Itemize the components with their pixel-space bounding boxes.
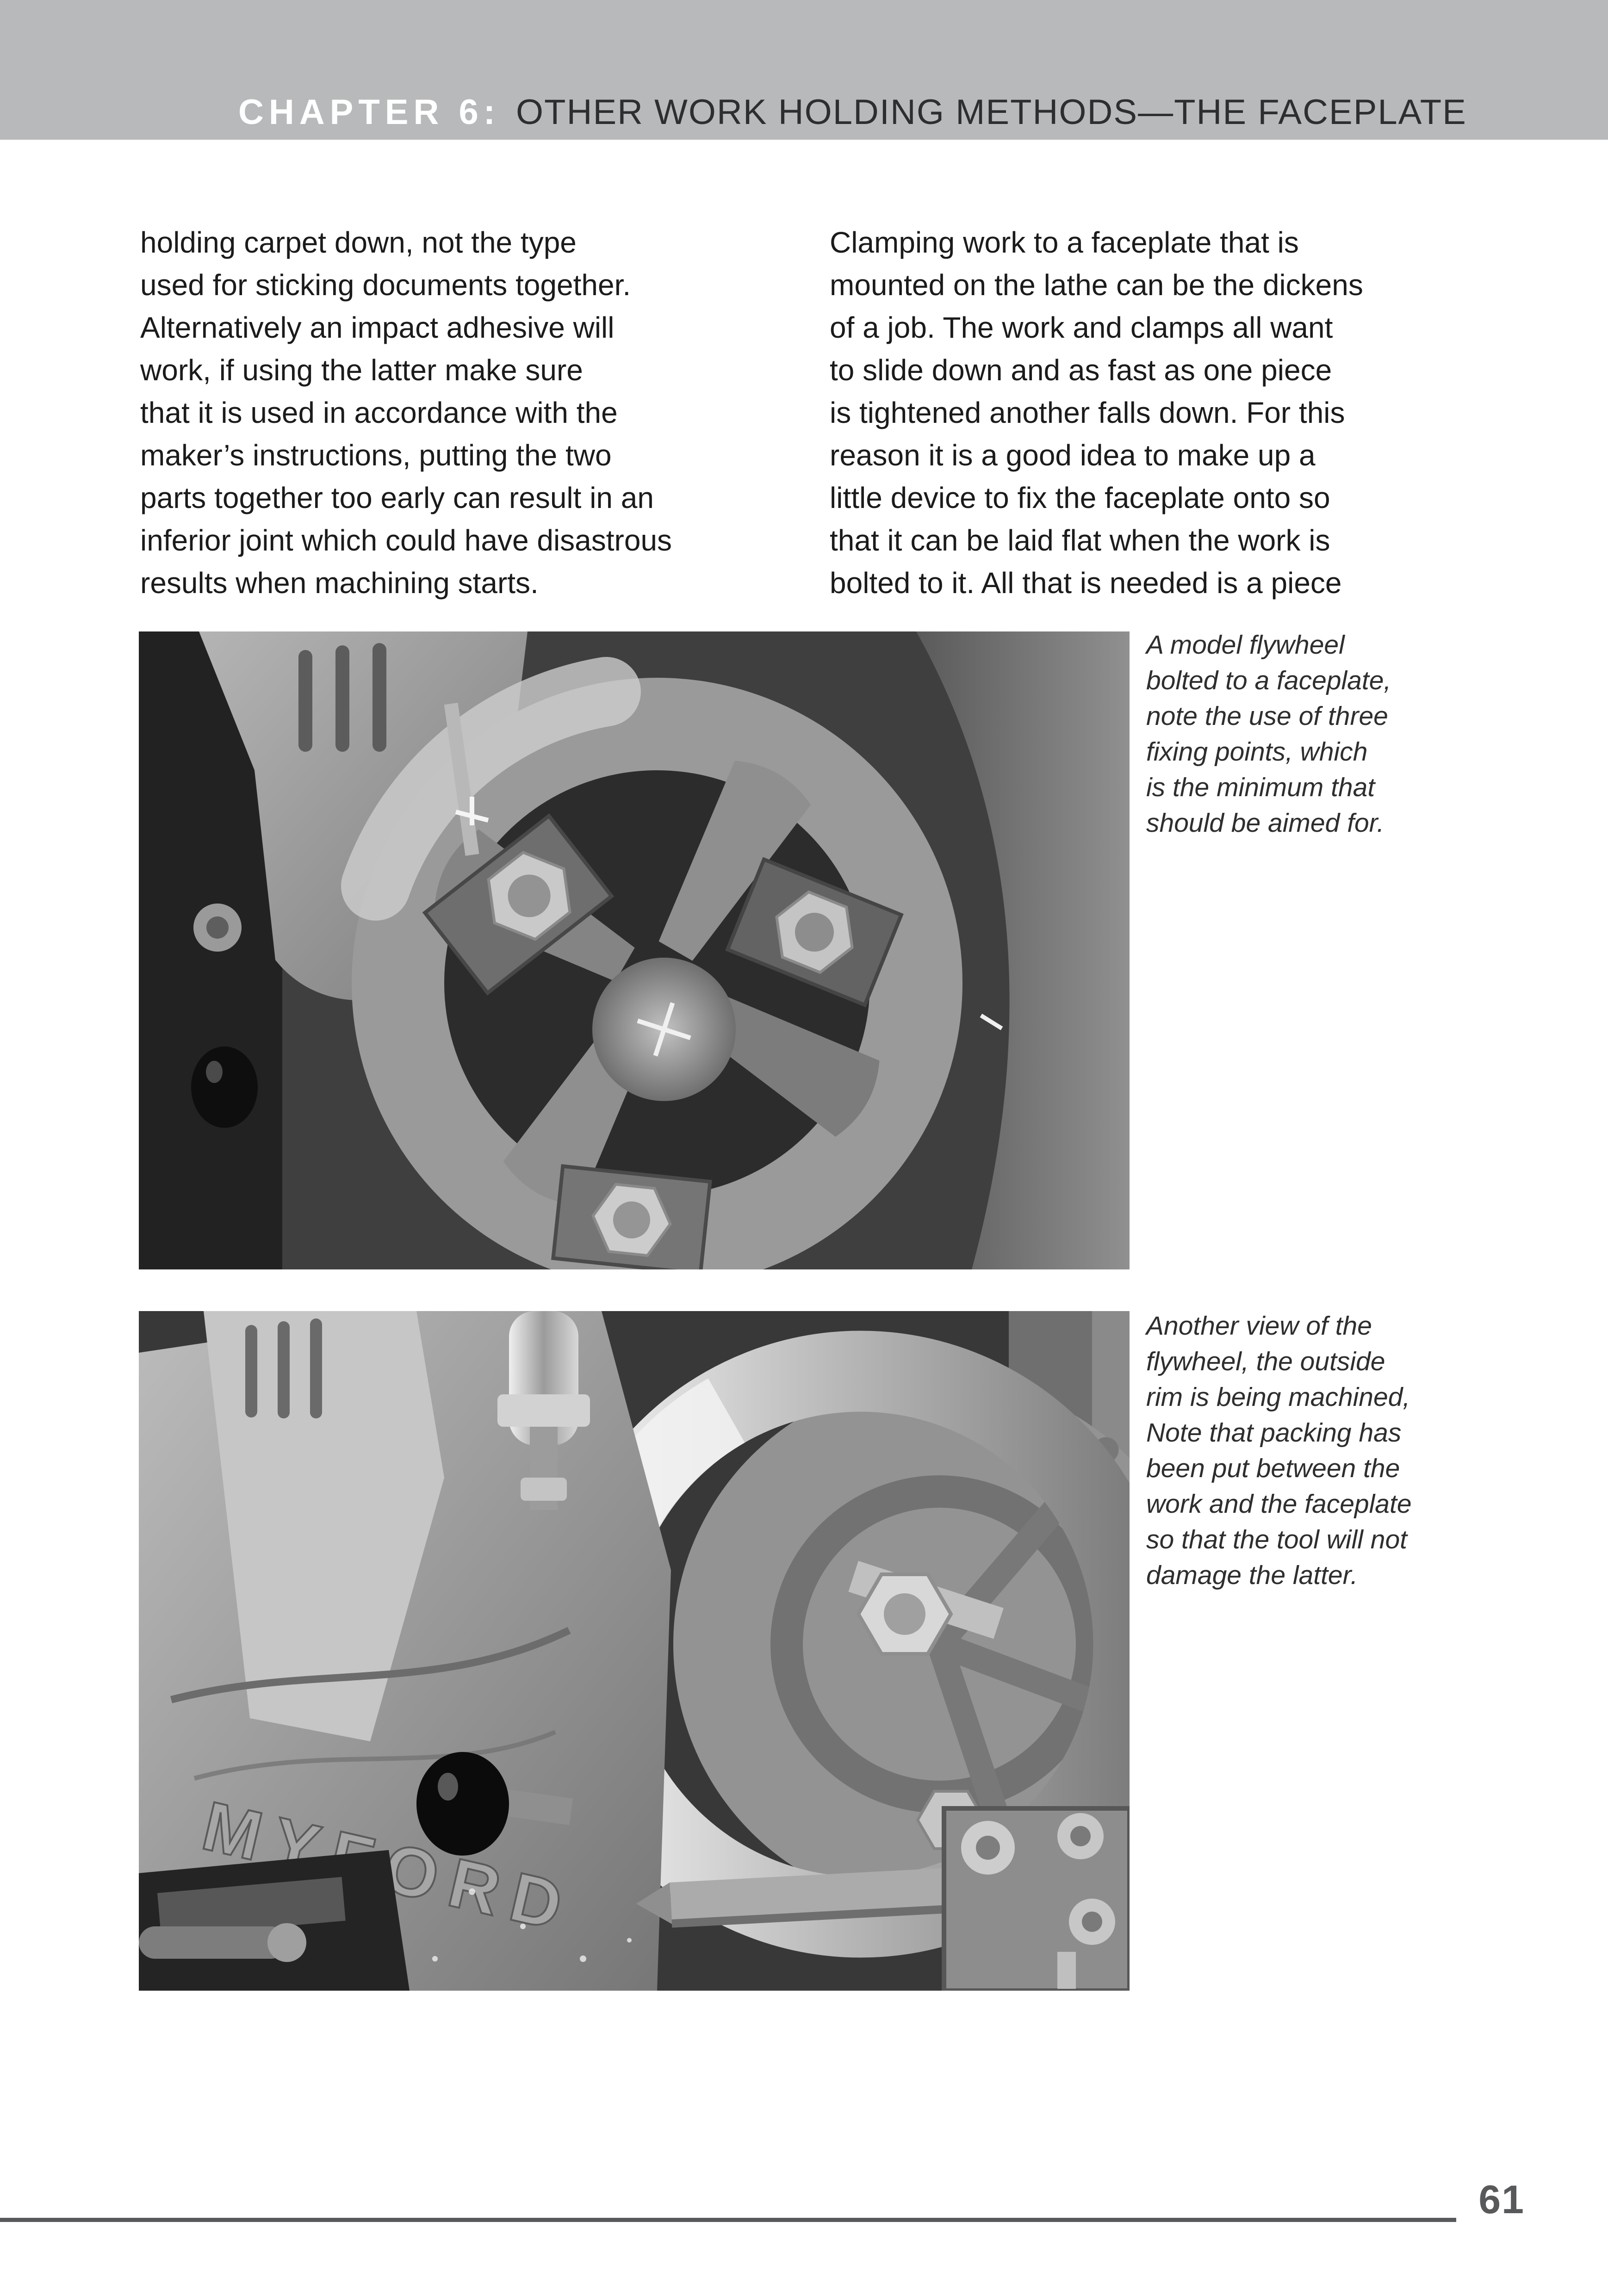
body-line: to slide down and as fast as one piece <box>830 353 1332 387</box>
figure-photo-rim-machining <box>139 1311 1130 1991</box>
caption-line: A model flywheel <box>1146 630 1345 660</box>
caption-line: been put between the <box>1146 1454 1400 1483</box>
caption-line: Note that packing has <box>1146 1418 1402 1448</box>
caption-line: damage the latter. <box>1146 1560 1358 1590</box>
caption-line: is the minimum that <box>1146 773 1375 802</box>
caption-line: fixing points, which <box>1146 737 1368 767</box>
body-line: that it can be laid flat when the work is <box>830 524 1330 557</box>
body-line: inferior joint which could have disastrous <box>140 524 672 557</box>
page-number: 61 <box>1478 2178 1525 2222</box>
chapter-label: CHAPTER 6: <box>238 93 501 132</box>
figure-caption-1 <box>1146 627 1391 841</box>
body-line: mounted on the lathe can be the dickens <box>830 268 1363 302</box>
body-line: Clamping work to a faceplate that is <box>830 226 1299 259</box>
body-line: of a job. The work and clamps all want <box>830 311 1333 344</box>
body-line: reason it is a good idea to make up a <box>830 439 1316 472</box>
body-line: is tightened another falls down. For this <box>830 396 1345 429</box>
caption-line: should be aimed for. <box>1146 808 1384 838</box>
body-line: maker’s instructions, putting the two <box>140 439 612 472</box>
figure-photo-flywheel-faceplate <box>139 631 1130 1269</box>
body-line: parts together too early can result in an <box>140 481 654 514</box>
caption-line: work and the faceplate <box>1146 1489 1412 1519</box>
body-line: work, if using the latter make sure <box>140 353 583 387</box>
body-line: holding carpet down, not the type <box>140 226 577 259</box>
body-line: used for sticking documents together. <box>140 268 631 302</box>
chapter-title: OTHER WORK HOLDING METHODS—THE FACEPLATE <box>516 93 1467 132</box>
body-column-left <box>140 221 797 604</box>
body-line: that it is used in accordance with the <box>140 396 618 429</box>
body-line: Alternatively an impact adhesive will <box>140 311 615 344</box>
caption-line: note the use of three <box>1146 701 1388 731</box>
caption-line: rim is being machined, <box>1146 1382 1410 1412</box>
body-line: results when machining starts. <box>140 566 539 600</box>
figure-caption-2 <box>1146 1308 1412 1593</box>
rim-machining-photo <box>139 1311 1130 1991</box>
chapter-header <box>238 92 1467 132</box>
flywheel-faceplate-photo <box>139 631 1130 1269</box>
chapter-header-band <box>0 0 1608 140</box>
body-line: bolted to it. All that is needed is a piece <box>830 566 1342 600</box>
body-line: little device to fix the faceplate onto so <box>830 481 1330 514</box>
footer-rule <box>0 2218 1456 2222</box>
body-column-right <box>830 221 1501 604</box>
caption-line: bolted to a faceplate, <box>1146 666 1391 695</box>
caption-line: flywheel, the outside <box>1146 1347 1385 1376</box>
caption-line: Another view of the <box>1146 1311 1372 1341</box>
caption-line: so that the tool will not <box>1146 1525 1407 1554</box>
